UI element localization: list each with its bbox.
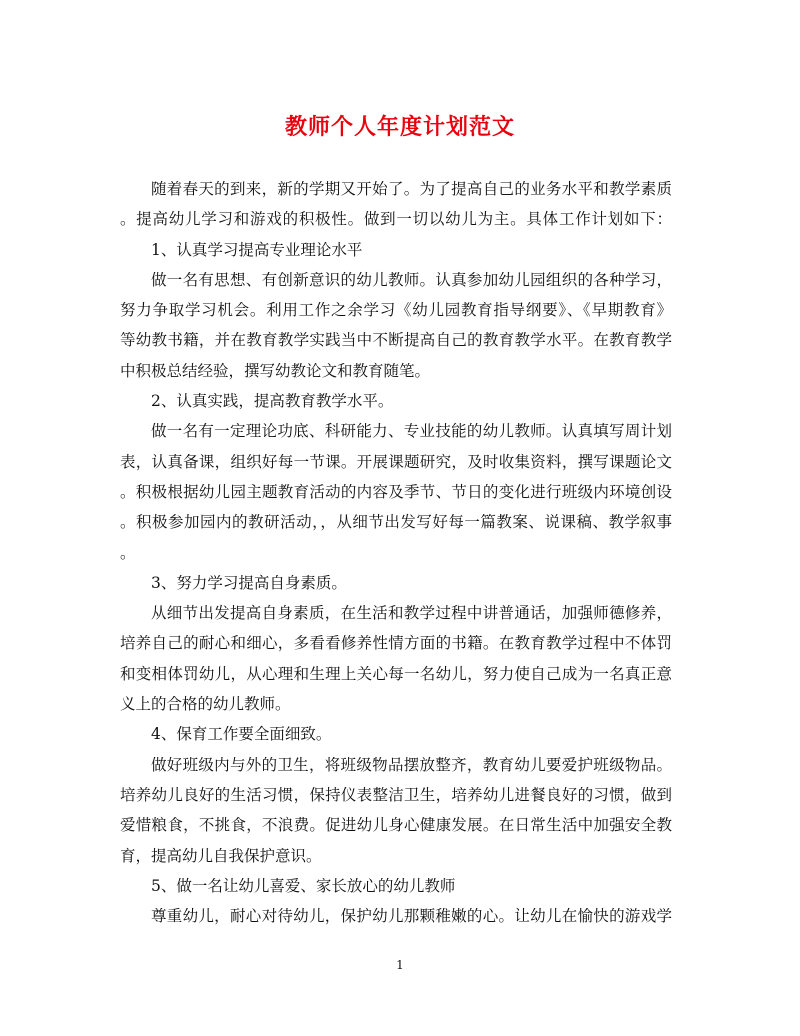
body-line: 。积极参加园内的教研活动，，从细节出发写好每一篇教案、说课稿、教学叙事: [120, 513, 672, 532]
body-line: 和变相体罚幼儿，从心理和生理上关心每一名幼儿，努力使自己成为一名真正意: [120, 664, 672, 683]
body-line: 培养幼儿良好的生活习惯，保持仪表整洁卫生，培养幼儿进餐良好的习惯，做到: [120, 785, 672, 804]
document-title: 教师个人年度计划范文: [284, 114, 515, 140]
body-line: 等幼教书籍，并在教育教学实践当中不断提高自己的教育教学水平。在教育教学: [120, 331, 672, 350]
body-line: 育，提高幼儿自我保护意识。: [120, 846, 322, 865]
body-line: 培养自己的耐心和细心，多看看修养性情方面的书籍。在教育教学过程中不体罚: [120, 634, 672, 653]
body-line: 3、努力学习提高自身素质。: [151, 573, 347, 592]
body-line: 。: [120, 543, 136, 562]
body-line: 做一名有思想、有创新意识的幼儿教师。认真参加幼儿园组织的各种学习，: [151, 270, 672, 289]
body-line: 1、认真学习提高专业理论水平: [151, 240, 363, 259]
body-line: 。积极根据幼儿园主题教育活动的内容及季节、节日的变化进行班级内环境创设: [120, 482, 672, 501]
body-line: 随着春天的到来，新的学期又开始了。为了提高自己的业务水平和教学素质: [151, 180, 672, 198]
body-line: 尊重幼儿，耐心对待幼儿，保护幼儿那颗稚嫩的心。让幼儿在愉快的游戏学: [151, 907, 672, 926]
body-line: 爱惜粮食，不挑食，不浪费。促进幼儿身心健康发展。在日常生活中加强安全教: [120, 816, 672, 835]
body-line: 义上的合格的幼儿教师。: [120, 695, 291, 714]
body-line: 中积极总结经验，撰写幼教论文和教育随笔。: [120, 361, 431, 380]
body-line: 5、做一名让幼儿喜爱、家长放心的幼儿教师: [151, 876, 456, 895]
body-line: 2、认真实践，提高教育教学水平。: [151, 392, 394, 411]
body-line: 从细节出发提高自身素质，在生活和教学过程中讲普通话，加强师德修养，: [151, 604, 672, 623]
body-line: 表，认真备课，组织好每一节课。开展课题研究，及时收集资料，撰写课题论文: [120, 452, 672, 471]
body-line: 做好班级内与外的卫生，将班级物品摆放整齐，教育幼儿要爱护班级物品。: [151, 755, 672, 774]
page-number: 1: [396, 958, 404, 972]
body-line: 4、保育工作要全面细致。: [151, 725, 332, 744]
document-body: [120, 174, 672, 931]
body-line: 做一名有一定理论功底、科研能力、专业技能的幼儿教师。认真填写周计划: [151, 422, 672, 441]
body-line: 。提高幼儿学习和游戏的积极性。做到一切以幼儿为主。具体工作计划如下：: [120, 210, 672, 229]
body-line: 努力争取学习机会。利用工作之余学习《幼儿园教育指导纲要》、《早期教育》: [120, 301, 672, 320]
